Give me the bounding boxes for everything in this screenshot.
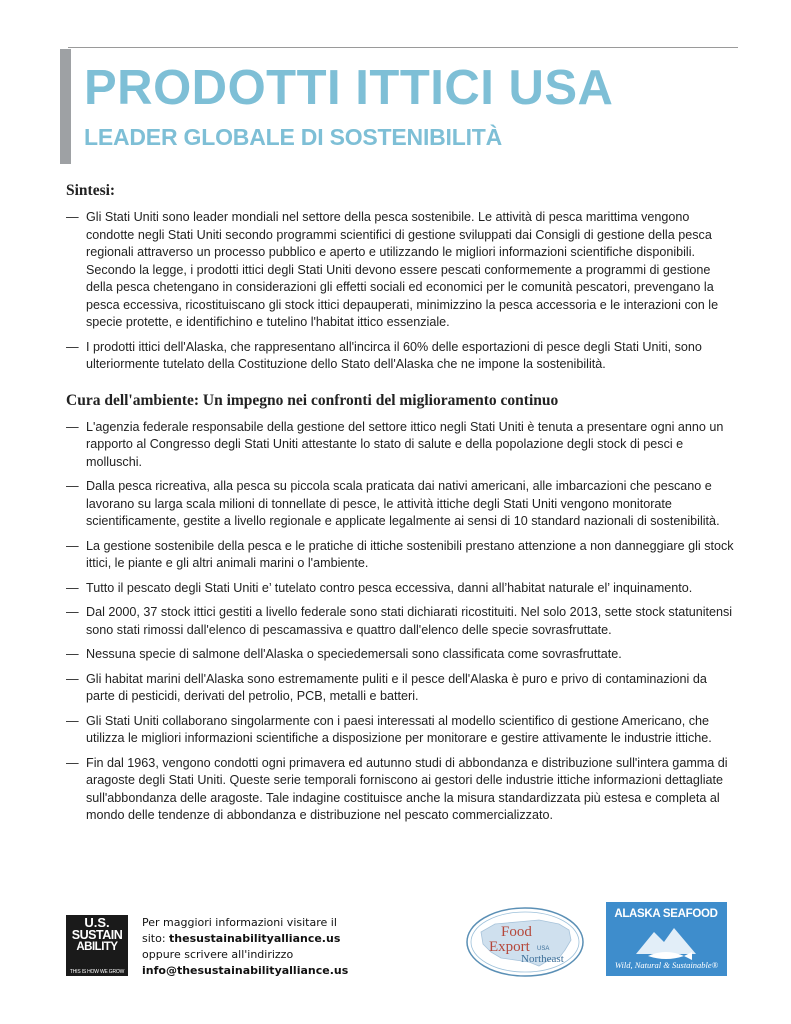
bullet-dash: — [66, 671, 79, 686]
bullet-dash: — [66, 210, 79, 224]
list-item [66, 478, 734, 531]
email-link[interactable]: info@thesustainabilityalliance.us [142, 964, 349, 977]
logo-text-line: SUSTAIN [71, 928, 123, 942]
bullet-dash: — [66, 339, 79, 354]
bullet-dash: — [66, 538, 79, 553]
header-accent-bar [60, 49, 71, 164]
list-item [66, 755, 734, 825]
list-item [66, 646, 734, 664]
bullet-dash: — [66, 755, 79, 770]
list-item-text: Gli habitat marini dell'Alaska sono estremamente puliti e il pesce dell'Alaska è puro e privo di contaminazioni da parte di pesticidi, derivati del petrolio, PCB, metalli e batteri. [86, 671, 707, 703]
contact-info [142, 915, 352, 979]
list-item-text: La gestione sostenibile della pesca e le pratiche di ittiche sostenibili prestano attenzione a non danneggiare gli stock ittici, le piante e gli altri animali marini o l'ambiente. [86, 538, 734, 570]
list-item [66, 604, 734, 639]
footer [0, 898, 791, 998]
contact-line [142, 931, 352, 947]
contact-line: Per maggiori informazioni visitare il [142, 916, 337, 929]
alaska-seafood-logo [606, 902, 727, 976]
list-item-text: L'agenzia federale responsabile della gestione del settore ittico negli Stati Uniti è tenuta a presentare ogni anno un rapporto al Congresso degli Stati Uniti attestante lo stato di salute e della popolazione degli stock di pesci e molluschi. [86, 419, 724, 469]
logo-word-northeast: Northeast [521, 953, 564, 965]
bullet-dash: — [66, 419, 79, 434]
cura-ambiente-list [66, 419, 734, 825]
top-divider [68, 47, 738, 48]
logo-text-line: U.S. [84, 915, 110, 930]
bullet-dash: — [66, 713, 79, 728]
list-item-text: Fin dal 1963, vengono condotti ogni primavera ed autunno studi di abbondanza e distribuzione sull'intera gamma di aragoste degli Stati Uniti. Queste serie temporali forniscono ai gestori delle industrie ittiche informazioni dettagliate sull'abbondanza delle aragoste. Tale indagine costituisce anche la misura standardizzata più estesa e completa al mondo delle tendenze di abbondanza e distribuzione nel pescato commercializzato. [86, 755, 728, 822]
website-link[interactable]: thesustainabilityalliance.us [169, 932, 341, 945]
logo-word-food: Food [501, 924, 532, 940]
bullet-dash: — [66, 580, 79, 595]
logo-word-usa: USA [537, 946, 550, 952]
alaska-tagline: Wild, Natural & Sustainable® [614, 960, 719, 970]
logo-word-export: Export [489, 939, 530, 955]
sintesi-list [66, 209, 734, 374]
food-export-logo [465, 906, 585, 978]
list-item [66, 713, 734, 748]
list-item [66, 538, 734, 573]
list-item [66, 580, 734, 598]
list-item [66, 209, 734, 332]
list-item-text: Gli Stati Uniti sono leader mondiali nel settore della pesca sostenibile. Le attività di pesca marittima vengono condotte negli Stati Uniti secondo programmi scientifici di gestione sviluppati dai Consigli di gestione della pesca regionali attraverso un processo pubblico e aperto e utilizzando le migliori informazioni scientifiche disponibili. Secondo la legge, i prodotti ittici degli Stati Uniti devono essere pescati conformemente a programmi di gestione della pesca chetengano in considerazioni gli effetti sociali ed economici per le comunità pescatori, prevengano la pesca eccessiva, ricostituiscano gli stock ittici depauperati, minimizzino la pesca accessoria e le interazioni con le specie protette, e identifichino e tutelino l'habitat ittico essenziale. [86, 210, 719, 329]
list-item [66, 671, 734, 706]
list-item-text: Dal 2000, 37 stock ittici gestiti a livello federale sono stati dichiarati ricostituiti. Nel solo 2013, sette stock statunitensi sono stati rimossi dall'elenco di pescamassiva e quattro dall'elenco delle specie sovrasfruttate. [86, 605, 733, 637]
list-item-text: Dalla pesca ricreativa, alla pesca su piccola scala praticata dai nativi americani, alle imbarcazioni che pescano e lavorano su larga scala milioni di tonnellate di pesce, le attività ittiche degli Stati Uniti vengono monitorate scientificamente, gestite a livello regionale e applicate legalmente ai sensi di 10 standard nazionali di sostenibilità. [86, 479, 720, 528]
contact-line: oppure scrivere all'indirizzo [142, 948, 294, 961]
site-prefix: sito: [142, 932, 170, 945]
list-item-text: Nessuna specie di salmone dell'Alaska o speciedemersali sono classificata come sovrasfruttate. [86, 647, 622, 661]
bullet-dash: — [66, 647, 79, 661]
page-subtitle: LEADER GLOBALE DI SOSTENIBILITÀ [84, 124, 503, 150]
document-body [66, 182, 734, 832]
list-item [66, 339, 734, 374]
list-item-text: Tutto il pescato degli Stati Uniti e’ tutelato contro pesca eccessiva, danni all’habitat naturale el’ inquinamento. [86, 580, 693, 595]
list-item [66, 419, 734, 472]
us-sustainability-logo [66, 915, 128, 976]
list-item-text: Gli Stati Uniti collaborano singolarmente con i paesi interessati al modello scientifico di gestione Americano, che utilizza le migliori informazioni scientifiche a disposizione per monitorare e gestire attivamente le industrie ittiche. [86, 713, 712, 745]
section-heading-sintesi: Sintesi: [66, 182, 116, 199]
list-item-text: I prodotti ittici dell'Alaska, che rappresentano all'incirca il 60% delle esportazioni di pesce degli Stati Uniti, sono ulteriormente tutelato della Costituzione dello Stato dell'Alaska che ne impone la sostenibilità. [86, 339, 702, 371]
contact-line [142, 963, 352, 979]
bullet-dash: — [66, 479, 79, 493]
logo-text-line: ABILITY [76, 941, 118, 953]
page-title: PRODOTTI ITTICI USA [84, 61, 614, 115]
section-heading-cura-ambiente: Cura dell'ambiente: Un impegno nei confronti del miglioramento continuo [66, 391, 559, 409]
bullet-dash: — [66, 605, 79, 619]
alaska-brand-text: ALASKA SEAFOOD [614, 908, 718, 920]
logo-tagline: THIS IS HOW WE GROW [69, 969, 125, 975]
